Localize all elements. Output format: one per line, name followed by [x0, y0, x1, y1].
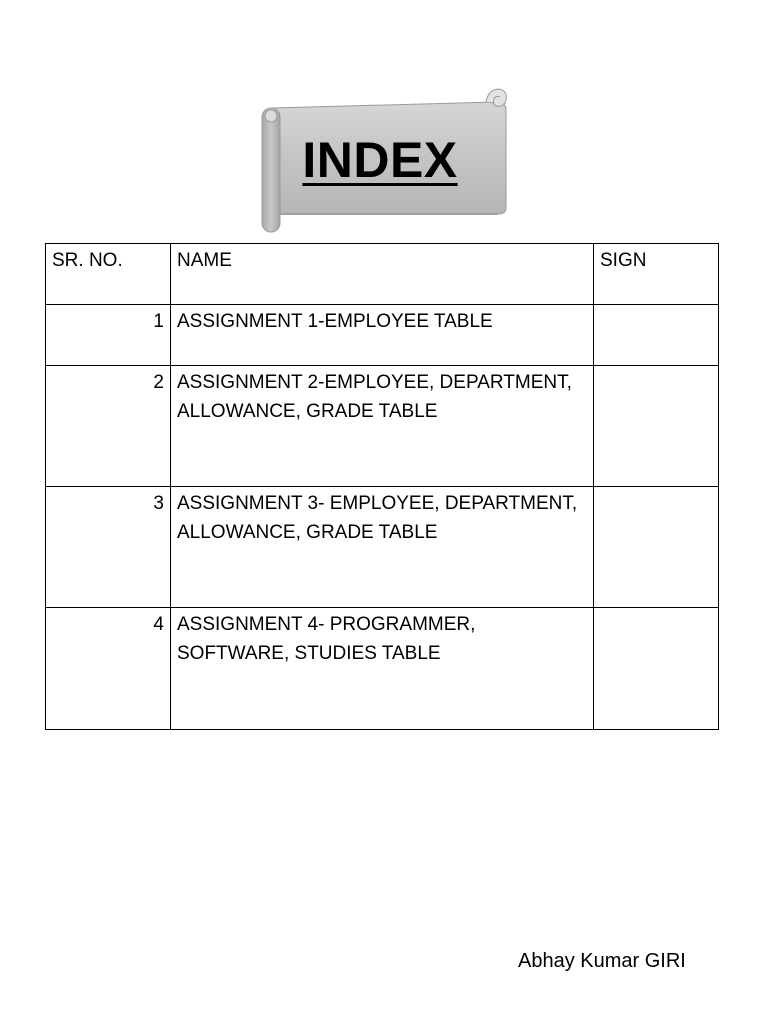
- row-sr-no: 2: [46, 366, 171, 487]
- table-row: [46, 305, 719, 366]
- table-row: [46, 487, 719, 608]
- index-table: [45, 243, 719, 730]
- row-sign: [594, 366, 719, 487]
- row-sign: [594, 608, 719, 730]
- row-sign: [594, 487, 719, 608]
- row-name: ASSIGNMENT 4- PROGRAMMER, SOFTWARE, STUDIES TABLE: [171, 608, 594, 730]
- row-sr-no: 4: [46, 608, 171, 730]
- row-sign: [594, 305, 719, 366]
- row-sr-no: 3: [46, 487, 171, 608]
- row-name: ASSIGNMENT 3- EMPLOYEE, DEPARTMENT, ALLOWANCE, GRADE TABLE: [171, 487, 594, 608]
- index-scroll-banner: [258, 86, 510, 234]
- header-sign: SIGN: [594, 244, 719, 305]
- author-name: Abhay Kumar GIRI: [518, 950, 686, 972]
- table-row: [46, 366, 719, 487]
- row-name: ASSIGNMENT 2-EMPLOYEE, DEPARTMENT, ALLOWANCE, GRADE TABLE: [171, 366, 594, 487]
- row-name: ASSIGNMENT 1-EMPLOYEE TABLE: [171, 305, 594, 366]
- page-title: INDEX: [302, 132, 458, 188]
- row-sr-no: 1: [46, 305, 171, 366]
- header-name: NAME: [171, 244, 594, 305]
- table-header-row: [46, 244, 719, 305]
- table-row: [46, 608, 719, 730]
- header-sr-no: SR. NO.: [46, 244, 171, 305]
